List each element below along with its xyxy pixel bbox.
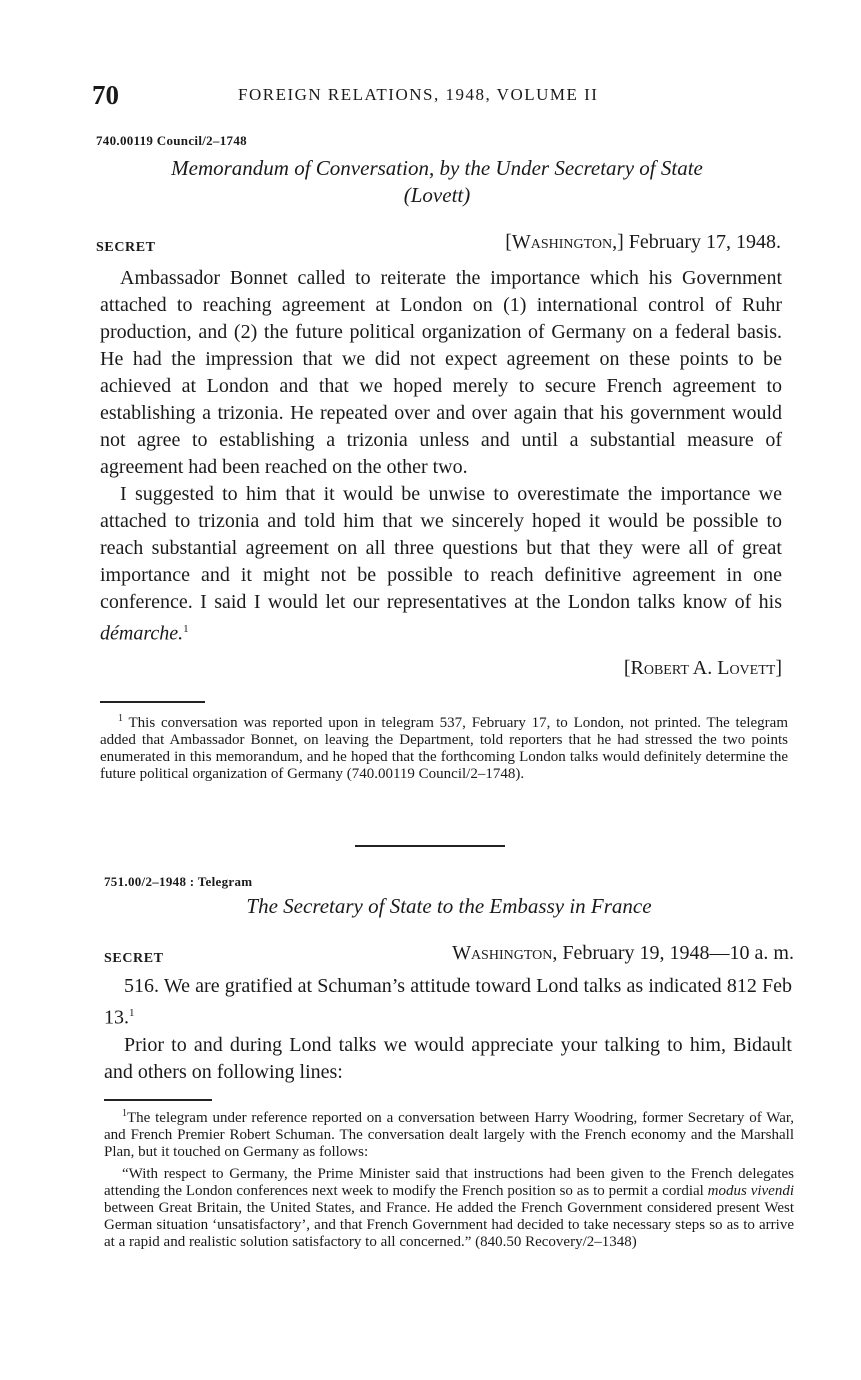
- doc1-paragraph-1: Ambassador Bonnet called to reiterate the importance which his Government attached to reaching agreement at London on (1) international control of Ruhr production, and (2) the future political organization of Germany on a federal basis. He had the impression that we did not expect agreement on these points to be achieved at London and that we hoped merely to secure French agreement to establishing a trizonia. He repeated over and over again that his government would not agree to establishing a trizonia unless and until a substantial measure of agreement had been reached on the other two.: [100, 267, 782, 478]
- doc2-paragraph-1: [104, 973, 792, 1032]
- doc2-footnote-paragraph-1: [104, 1105, 794, 1161]
- doc2-paragraph-1-text: 516. We are gratified at Schuman’s attitude toward Lond talks as indicated 812 Feb 13.: [104, 975, 792, 1029]
- doc2-footnote-quote-italic: modus vivendi: [707, 1183, 795, 1199]
- page-number: 70: [92, 80, 119, 110]
- doc1-file-reference: 740.00119 Council/2–1748: [96, 133, 247, 148]
- doc2-footnote-quote-a: “With respect to Germany, the Prime Minister said that instructions had been given to the French delegates attending the London conferences next week to modify the French position so as to permit a cordial: [104, 1166, 794, 1199]
- doc1-title-line1: Memorandum of Conversation, by the Under Secretary of State: [171, 156, 703, 180]
- doc1-paragraph-2: [100, 481, 782, 648]
- doc2-classification: SECRET: [104, 951, 164, 966]
- doc1-footnote-reference: 1: [183, 623, 189, 635]
- doc1-date: February 17, 1948.: [628, 231, 781, 253]
- doc1-body: [100, 265, 782, 648]
- doc2-footnote-marker: 1: [122, 1108, 127, 1119]
- doc1-place: [Washington,]: [505, 231, 624, 253]
- doc1-footnote-marker: 1: [118, 713, 123, 724]
- doc1-footnote: [100, 710, 788, 788]
- doc2-footnote-reference: 1: [129, 1007, 135, 1019]
- doc2-file-reference: 751.00/2–1948 : Telegram: [104, 874, 253, 889]
- doc1-footnote-text: [100, 710, 788, 783]
- doc1-title: [92, 155, 782, 209]
- doc2-place: Washington,: [452, 942, 558, 964]
- doc2-body: [104, 973, 792, 1086]
- doc1-classification: SECRET: [96, 240, 156, 255]
- doc1-title-line2: (Lovett): [403, 183, 471, 207]
- running-head: FOREIGN RELATIONS, 1948, VOLUME II: [238, 85, 599, 104]
- doc2-footnote-body: The telegram under reference reported on a conversation between Harry Woodring, former Secretary of War, and French Premier Robert Schuman. The conversation dealt largely with the French economy and the Marshall Plan, but it touched on Germany as follows:: [104, 1110, 794, 1160]
- doc1-signature: [Robert A. Lovett]: [623, 657, 782, 679]
- doc1-dateline: [505, 231, 781, 254]
- doc2-footnote: [104, 1105, 794, 1256]
- doc1-paragraph-2-italic: démarche.: [100, 622, 184, 645]
- doc1-paragraph-2-text: I suggested to him that it would be unwise to overestimate the importance we attached to trizonia and told him that we sincerely hoped it would be possible to reach substantial agreement on all three questions but that they were all of great importance and it might not be possible to reach definitive agreement in one conference. I said I would let our representatives at the London talks know of his: [100, 483, 782, 613]
- document-separator: [355, 845, 505, 847]
- doc2-title: The Secretary of State to the Embassy in France: [246, 894, 652, 918]
- doc1-footnote-body: This conversation was reported upon in telegram 537, February 17, to London, not printed. The telegram added that Ambassador Bonnet, on leaving the Department, told reporters that he had stressed the two points enumerated in this memorandum, and he hoped that the forthcoming London talks would definitely determine the future political organization of Germany (740.00119 Council/2–1748).: [100, 715, 789, 782]
- doc2-date: February 19, 1948—10 a. m.: [562, 942, 794, 964]
- doc2-paragraph-2: Prior to and during Lond talks we would appreciate your talking to him, Bidault and others on following lines:: [104, 1033, 792, 1083]
- doc2-footnote-quote-b: between Great Britain, the United States, and France. He added the French Government considered present West German situation ‘unsatisfactory’, and that French Government had decided to take necessary steps so as to arrive at a rapid and realistic solution satisfactory to all concerned.” (840.50 Recovery/2–1348): [104, 1200, 794, 1250]
- doc2-footnote-paragraph-2: [104, 1166, 794, 1251]
- footnote-divider: [104, 1099, 212, 1101]
- doc2-dateline: [452, 942, 794, 965]
- footnote-divider: [100, 701, 205, 703]
